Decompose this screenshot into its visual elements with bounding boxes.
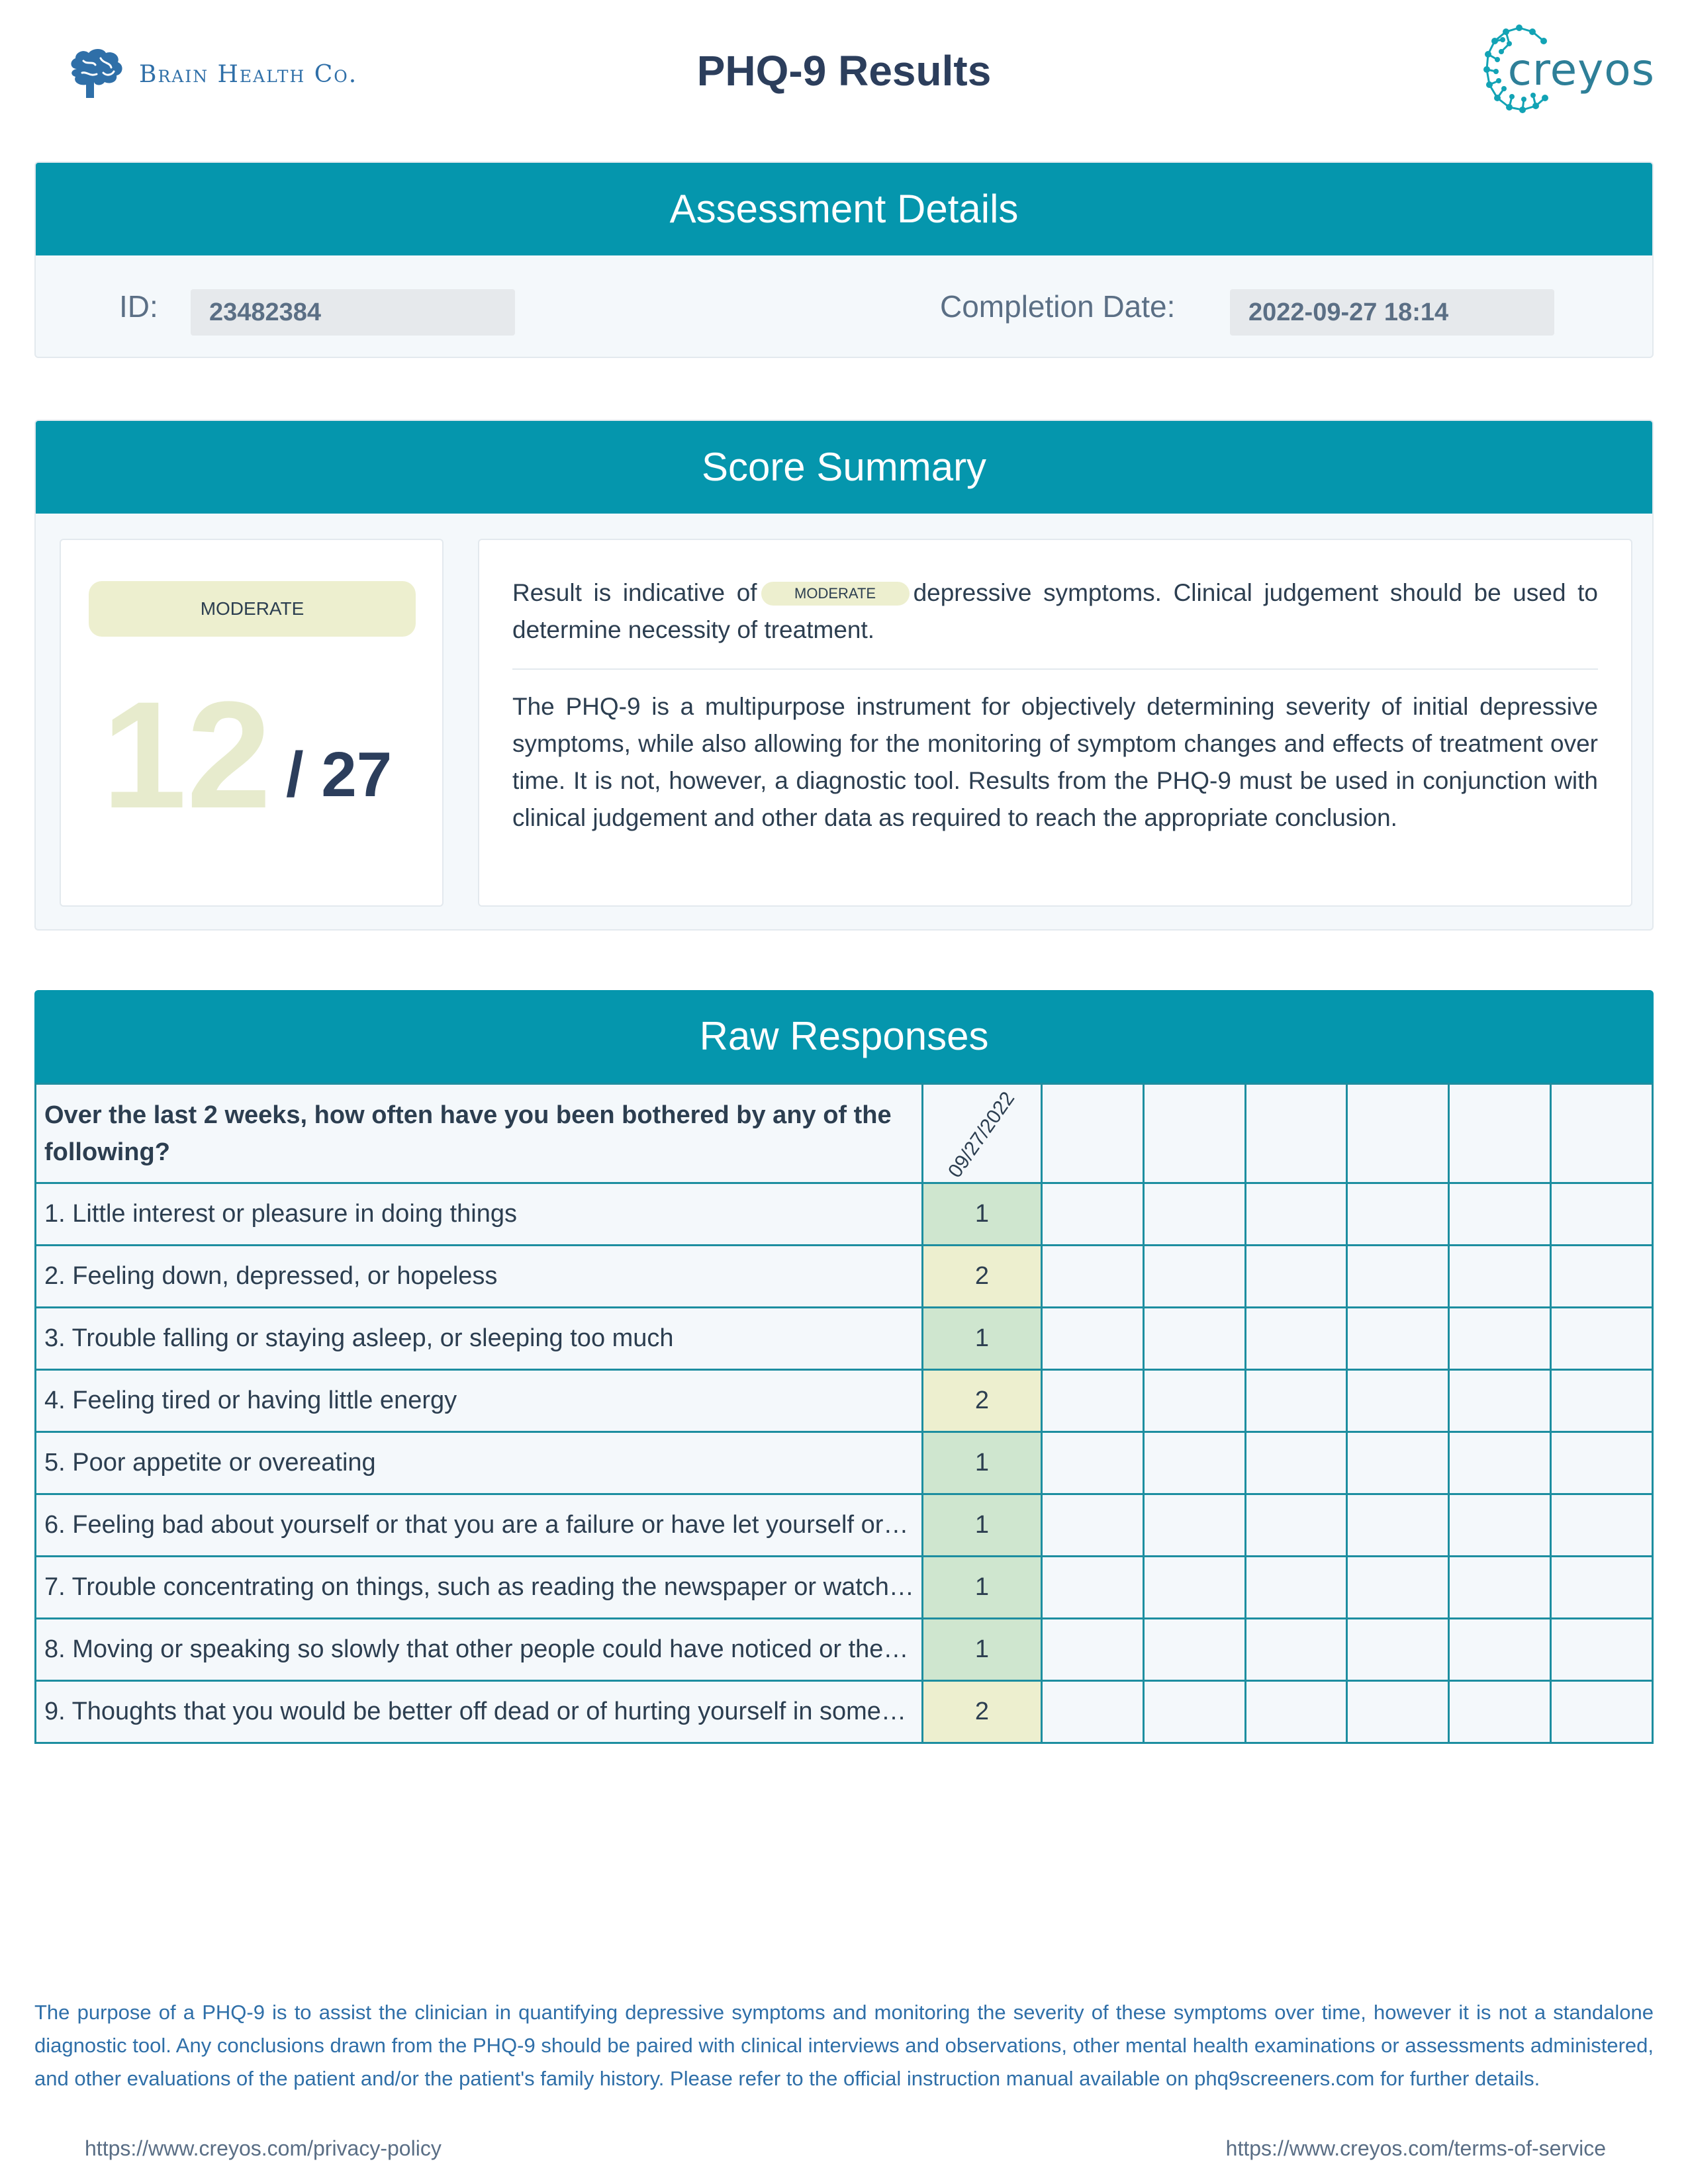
table-row xyxy=(36,1183,1653,1246)
score-summary-panel xyxy=(34,420,1654,931)
response-cell: 1 xyxy=(923,1494,1042,1557)
empty-cell xyxy=(1347,1370,1449,1432)
empty-cell xyxy=(1551,1183,1653,1246)
table-row xyxy=(36,1619,1653,1681)
result-statement xyxy=(512,574,1598,649)
empty-cell xyxy=(1245,1183,1347,1246)
score-card xyxy=(60,539,444,907)
question-cell: 5. Poor appetite or overeating xyxy=(36,1432,923,1494)
empty-cell xyxy=(1347,1681,1449,1743)
question-cell: 1. Little interest or pleasure in doing things xyxy=(36,1183,923,1246)
response-cell: 1 xyxy=(923,1308,1042,1370)
question-cell: 2. Feeling down, depressed, or hopeless xyxy=(36,1246,923,1308)
empty-cell xyxy=(1551,1308,1653,1370)
brand-name: Brain Health Co. xyxy=(139,60,358,88)
empty-cell xyxy=(1551,1619,1653,1681)
divider xyxy=(512,668,1598,670)
question-cell: 3. Trouble falling or staying asleep, or sleeping too much xyxy=(36,1308,923,1370)
empty-cell xyxy=(1245,1084,1347,1183)
assessment-details-heading: Assessment Details xyxy=(36,163,1652,255)
privacy-policy-link[interactable]: https://www.creyos.com/privacy-policy xyxy=(85,2136,442,2160)
question-cell: 9. Thoughts that you would be better off dead or of hurting yourself in some… xyxy=(36,1681,923,1743)
empty-cell xyxy=(1551,1432,1653,1494)
page-header xyxy=(0,0,1688,152)
question-cell: 6. Feeling bad about yourself or that you are a failure or have let yourself or… xyxy=(36,1494,923,1557)
empty-cell xyxy=(1245,1308,1347,1370)
response-cell: 1 xyxy=(923,1432,1042,1494)
empty-cell xyxy=(1449,1557,1551,1619)
completion-date-value: 2022-09-27 18:14 xyxy=(1230,289,1554,336)
total-score: 12 xyxy=(102,670,271,840)
response-cell: 1 xyxy=(923,1183,1042,1246)
empty-cell xyxy=(1449,1246,1551,1308)
table-row xyxy=(36,1246,1653,1308)
empty-cell xyxy=(1143,1494,1245,1557)
response-cell: 1 xyxy=(923,1557,1042,1619)
empty-cell xyxy=(1245,1557,1347,1619)
empty-cell xyxy=(1143,1619,1245,1681)
response-cell: 2 xyxy=(923,1370,1042,1432)
empty-cell xyxy=(1449,1432,1551,1494)
empty-cell xyxy=(1347,1183,1449,1246)
empty-cell xyxy=(1551,1494,1653,1557)
empty-cell xyxy=(1042,1494,1144,1557)
empty-cell xyxy=(1042,1681,1144,1743)
empty-cell xyxy=(1347,1308,1449,1370)
completion-date-label: Completion Date: xyxy=(940,289,1176,324)
table-header-row xyxy=(36,1084,1653,1183)
empty-cell xyxy=(1449,1308,1551,1370)
response-cell: 2 xyxy=(923,1681,1042,1743)
empty-cell xyxy=(1042,1246,1144,1308)
empty-cell xyxy=(1551,1084,1653,1183)
question-column-header: Over the last 2 weeks, how often have you been bothered by any of the following? xyxy=(36,1084,923,1183)
empty-cell xyxy=(1449,1681,1551,1743)
empty-cell xyxy=(1042,1084,1144,1183)
footer-disclaimer: The purpose of a PHQ-9 is to assist the clinician in quantifying depressive symptoms and monitoring the severity of these symptoms over time, however it is not a standalone diagnostic tool. Any conclusions drawn from the PHQ-9 should be paired with clinical interviews and observations, other mental health examinations or assessments administered, and other evaluations of the patient and/or the patient's family history. Please refer to the official instruction manual available on phq9screeners.com for further details. xyxy=(34,2001,1654,2090)
assessment-details-panel xyxy=(34,161,1654,358)
empty-cell xyxy=(1245,1681,1347,1743)
partner-logo xyxy=(1470,20,1655,119)
responses-table xyxy=(34,1083,1654,1744)
date-column-label: 09/27/2022 xyxy=(944,1087,1019,1182)
response-cell: 1 xyxy=(923,1619,1042,1681)
empty-cell xyxy=(1245,1432,1347,1494)
empty-cell xyxy=(1143,1557,1245,1619)
empty-cell xyxy=(1449,1494,1551,1557)
empty-cell xyxy=(1143,1183,1245,1246)
empty-cell xyxy=(1143,1308,1245,1370)
question-cell: 4. Feeling tired or having little energy xyxy=(36,1370,923,1432)
severity-badge: MODERATE xyxy=(89,581,416,637)
result-prefix: Result is indicative of xyxy=(512,579,757,606)
question-cell: 7. Trouble concentrating on things, such as reading the newspaper or watch… xyxy=(36,1557,923,1619)
date-column-header xyxy=(923,1084,1042,1183)
raw-responses-panel xyxy=(34,990,1654,1749)
empty-cell xyxy=(1245,1246,1347,1308)
empty-cell xyxy=(1347,1246,1449,1308)
table-row xyxy=(36,1557,1653,1619)
empty-cell xyxy=(1449,1084,1551,1183)
table-row xyxy=(36,1681,1653,1743)
result-suffix: depressive symptoms. Clinical judgement should be used to determine necessity of treatment. xyxy=(512,579,1598,643)
table-row xyxy=(36,1308,1653,1370)
empty-cell xyxy=(1449,1183,1551,1246)
empty-cell xyxy=(1347,1557,1449,1619)
empty-cell xyxy=(1245,1619,1347,1681)
partner-name: creyos xyxy=(1507,44,1655,95)
empty-cell xyxy=(1551,1370,1653,1432)
empty-cell xyxy=(1551,1681,1653,1743)
page-title: PHQ-9 Results xyxy=(696,47,992,95)
inline-severity-badge: MODERATE xyxy=(761,582,910,606)
empty-cell xyxy=(1042,1370,1144,1432)
empty-cell xyxy=(1143,1432,1245,1494)
id-value: 23482384 xyxy=(191,289,515,336)
table-row xyxy=(36,1432,1653,1494)
max-score: / 27 xyxy=(286,739,393,810)
table-row xyxy=(36,1370,1653,1432)
phq9-description: The PHQ-9 is a multipurpose instrument for objectively determining severity of initial depressive symptoms, while also allowing for the monitoring of symptom changes and effects of treatment over time. It is not, however, a diagnostic tool. Results from the PHQ-9 must be used in conjunction with clinical judgement and other data as required to reach the appropriate conclusion. xyxy=(512,693,1598,831)
empty-cell xyxy=(1449,1619,1551,1681)
empty-cell xyxy=(1143,1246,1245,1308)
empty-cell xyxy=(1347,1084,1449,1183)
score-summary-heading: Score Summary xyxy=(36,421,1652,514)
response-cell: 2 xyxy=(923,1246,1042,1308)
empty-cell xyxy=(1042,1619,1144,1681)
empty-cell xyxy=(1042,1557,1144,1619)
empty-cell xyxy=(1551,1246,1653,1308)
empty-cell xyxy=(1245,1370,1347,1432)
empty-cell xyxy=(1347,1619,1449,1681)
empty-cell xyxy=(1143,1370,1245,1432)
empty-cell xyxy=(1143,1084,1245,1183)
empty-cell xyxy=(1347,1432,1449,1494)
empty-cell xyxy=(1551,1557,1653,1619)
details-row xyxy=(36,255,1652,358)
interpretation-card xyxy=(478,539,1632,907)
terms-of-service-link[interactable]: https://www.creyos.com/terms-of-service xyxy=(1225,2136,1606,2160)
empty-cell xyxy=(1143,1681,1245,1743)
question-cell: 8. Moving or speaking so slowly that other people could have noticed or the… xyxy=(36,1619,923,1681)
empty-cell xyxy=(1042,1432,1144,1494)
id-label: ID: xyxy=(119,289,158,324)
empty-cell xyxy=(1042,1308,1144,1370)
empty-cell xyxy=(1042,1183,1144,1246)
raw-responses-heading: Raw Responses xyxy=(34,990,1654,1083)
empty-cell xyxy=(1449,1370,1551,1432)
empty-cell xyxy=(1245,1494,1347,1557)
empty-cell xyxy=(1347,1494,1449,1557)
table-row xyxy=(36,1494,1653,1557)
